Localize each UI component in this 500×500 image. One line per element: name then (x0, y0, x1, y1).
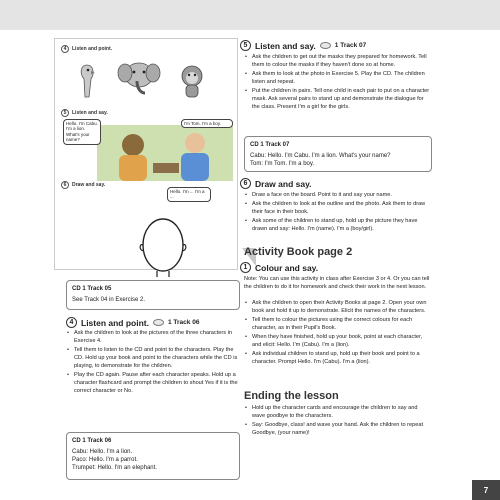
list-item: • Hold up the character cards and encourage the children to say and wave goodbye to the characters. (244, 405, 432, 421)
list-item: • Ask some of the children to stand up, hold up the picture they have drawn and say: Hello. I'm (name). I'm a (boy/girl). (244, 218, 432, 234)
exercise-4-heading: 4 Listen and point. 1 Track 06 (66, 317, 199, 328)
pupils-book-thumbnail (54, 38, 238, 270)
list-item: • Play the CD again. Pause after each character speaks. Hold up a character flashcard and prompt the children to shout Yes if it is the correct character or No. (66, 372, 242, 396)
list-item: • Say: Goodbye, class! and wave your hand. Ask the children to repeat Goodbye, (your name)! (244, 422, 432, 438)
face-outline-illustration (137, 215, 189, 277)
page-header-bar (0, 0, 500, 30)
list-item: • Ask them to look at the photo in Exercise 5. Play the CD. The children listen and repeat. (244, 71, 432, 87)
activity-book-title: Activity Book page 2 (244, 246, 353, 258)
book-ex5-label: 5 Listen and say. (61, 109, 108, 117)
exercise-4-steps (66, 330, 242, 397)
list-item: • Tell them to listen to the CD and point to the characters. Play the CD. Hold up your book and point to the characters while the CD is playing, to demonstrate for the children. (66, 347, 242, 371)
book-ex6-label: 6 Draw and say. (61, 181, 105, 189)
parrot-illustration (75, 61, 99, 101)
list-item: • Ask the children to look at the pictures of the three characters in Exercise 4. (66, 330, 242, 346)
list-item: • When they have finished, hold up your book, point at each character, and elicit: Hello. I'm (Cabu). I'm a (lion). (244, 334, 432, 350)
book-ex4-label: 4 Listen and point. (61, 45, 112, 53)
exercise-6-heading: 6 Draw and say. (240, 178, 312, 189)
activity-note: Note: You can use this activity in class after Exercise 3 or 4. Or you can tell the children to do it for homework and check their work in the next lesson. (244, 276, 430, 290)
elephant-illustration (115, 57, 163, 97)
photo-scene (97, 125, 233, 181)
cd-icon (320, 42, 331, 49)
track-06-card: CD 1 Track 06 Cabu: Hello. I'm a lion. Paco: Hello. I'm a parrot. Trumpet: Hello. I'm an elephant. (66, 432, 240, 480)
exercise-5-steps (244, 54, 432, 113)
activity-steps (244, 300, 432, 368)
speech-bubble-cabu: Hello. I'm Cabu. I'm a lion. What's your name? (63, 119, 101, 145)
list-item: • Tell them to colour the pictures using the correct colours for each character, as in their Pupil's Book. (244, 317, 432, 333)
list-item: • Put the children in pairs. Tell one child in each pair to put on a character mask. Ask several pairs to stand up and demonstrate the dialogue for the class. Present I'm a girl for the girls. (244, 88, 432, 112)
activity-1-heading: 1 Colour and say. (240, 262, 318, 273)
list-item: • Ask the children to get out the masks they prepared for homework. Tell them to colour the masks if they haven't done so at home. (244, 54, 432, 70)
page-number: 7 (472, 480, 500, 500)
list-item: • Ask the children to open their Activity Books at page 2. Open your own book and hold it up to demonstrate. Elicit the names of the characters. (244, 300, 432, 316)
track-07-card: CD 1 Track 07 Cabu: Hello. I'm Cabu. I'm a lion. What's your name? Tom: I'm Tom. I'm a boy. (244, 136, 432, 172)
track-05-card: CD 1 Track 05 See Track 04 in Exercise 2. (66, 280, 240, 310)
speech-bubble-tom: I'm Tom. I'm a boy. (181, 119, 233, 128)
ending-steps (244, 405, 432, 439)
lion-cub-illustration (175, 63, 209, 99)
list-item: • Ask individual children to stand up, hold up their book and point to a character. Prompt Hello. I'm (Cabu). I'm a (lion). (244, 351, 432, 367)
cd-icon (153, 319, 164, 326)
ending-lesson-title: Ending the lesson (244, 390, 339, 402)
exercise-5-heading: 5 Listen and say. 1 Track 07 (240, 40, 366, 51)
exercise-6-steps (244, 192, 432, 235)
children-with-mask-photo (97, 125, 233, 181)
list-item: • Draw a face on the board. Point to it and say your name. (244, 192, 432, 200)
speech-bubble-face: Hello. I'm ... I'm a ... (167, 187, 211, 202)
list-item: • Ask the children to look at the outline and the photo. Ask them to draw their face in their book. (244, 201, 432, 217)
